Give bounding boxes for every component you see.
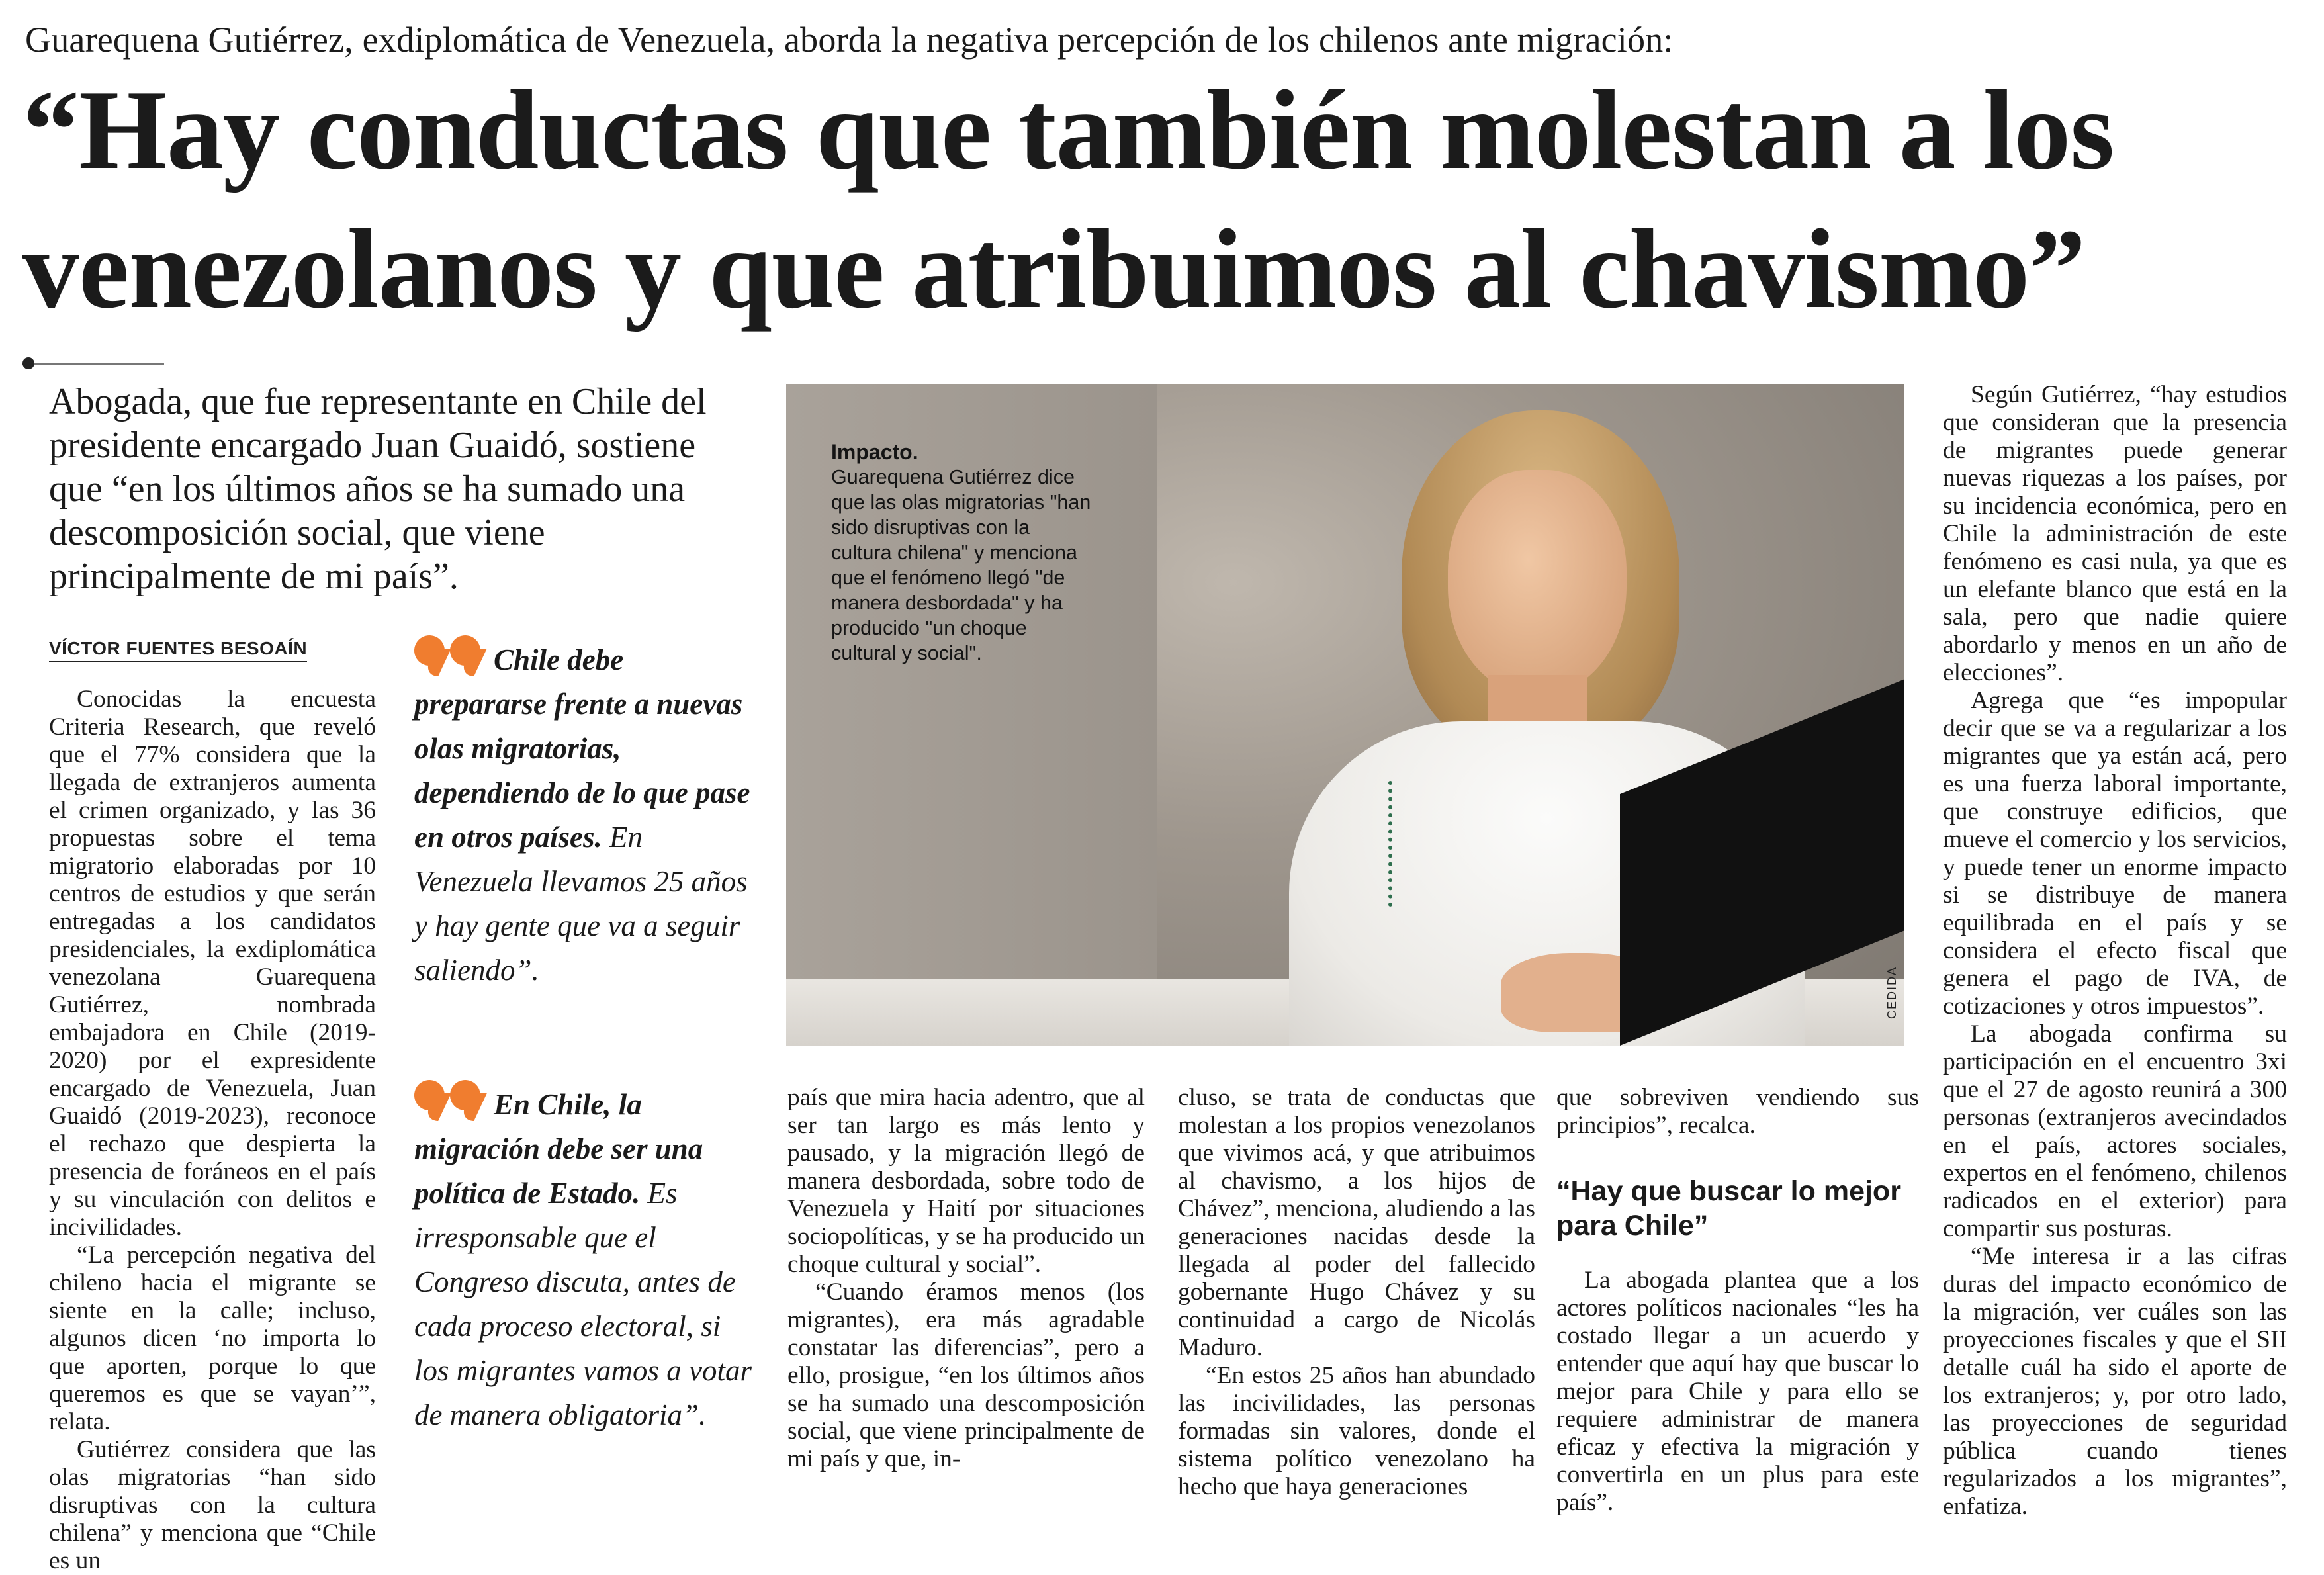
pull-quote-bold: En Chile, la migración debe ser una política de Estado. <box>414 1088 703 1210</box>
bullet-dot-icon <box>22 357 34 369</box>
quote-mark-icon <box>414 1080 487 1121</box>
body-paragraph: que sobreviven vendiendo sus principios”, recalca. <box>1556 1084 1919 1139</box>
subheading: “Hay que buscar lo mejor para Chile” <box>1556 1175 1901 1241</box>
pull-quote-text: Es irresponsable que el Congreso discuta, antes de cada proceso electoral, si los migrantes vamos a votar de manera obligatoria”. <box>414 1177 752 1431</box>
body-paragraph: cluso, se trata de conductas que molestan a los propios venezolanos que vivimos acá, y que atribuimos al chavismo, a los hijos de Chávez”, menciona, aludiendo a las generaciones nacidas desde la llegada al poder del fallecido gobernante Hugo Chávez y su continuidad a cargo de Nicolás Maduro. <box>1178 1084 1535 1361</box>
body-paragraph: La abogada plantea que a los actores políticos nacionales “les ha costado llegar a un acuerdo y entender que aquí hay que buscar lo mejor para Chile y para ello se requiere administrar de manera eficaz y efectiva la migración y convertirla en un plus para este país”. <box>1556 1267 1919 1516</box>
headline-line: “Hay conductas que también molestan a los <box>22 68 2114 193</box>
byline: VÍCTOR FUENTES BESOAÍN <box>49 638 307 662</box>
headline <box>22 61 2299 339</box>
pull-quote-1 <box>414 635 758 993</box>
kicker: Guarequena Gutiérrez, exdiplomática de Venezuela, aborda la negativa percepción de los chilenos ante migración: <box>25 20 1674 60</box>
body-paragraph: “Cuando éramos menos (los migrantes), era más agradable constatar las diferencias”, pero a ello, prosigue, “en los últimos años se ha sumado una descomposición social, que viene principalmente de mi país y que, in- <box>787 1279 1145 1472</box>
caption-title: Impacto. <box>831 440 918 464</box>
body-paragraph: país que mira hacia adentro, que al ser tan largo es más lento y pausado, y la migración llegó de manera desbordada, sobre todo de Venezuela y Haití por situaciones sociopolíticas, y se ha producido un choque cultural y social”. <box>787 1084 1145 1278</box>
body-paragraph: La abogada confirma su participación en el encuentro 3xi que el 27 de agosto reunirá a 300 personas (extranjeros avecindados en el país, actores sociales, expertos en el fenómeno, chilenos radicados en el exterior) para compartir sus posturas. <box>1943 1020 2287 1242</box>
photo-caption <box>831 439 1096 666</box>
pull-quote-text: En Venezuela llevamos 25 años y hay gente que va a seguir saliendo”. <box>414 821 748 987</box>
body-paragraph: Conocidas la encuesta Criteria Research, que reveló que el 77% considera que la llegada de extranjeros aumenta el crimen organizado, y las 36 propuestas sobre el tema migratorio elaboradas por 10 centros de estudios y que serán entregadas a los candidatos presidenciales, la exdiplomática venezolana Guarequena Gutiérrez, nombrada embajadora en Chile (2019-2020) por el expresidente encargado de Venezuela, Juan Guaidó (2019-2023), reconoce el rechazo que despierta la presencia de foráneos en el país y su vinculación con delitos e incivilidades. <box>49 686 376 1241</box>
body-paragraph: “Me interesa ir a las cifras duras del impacto económico de la migración, ver cuáles son las proyecciones fiscales y que el SII detalle cuál ha sido el aporte de los extranjeros; y, por otro lado, las proyecciones de seguridad pública cuando tienes regularizados a los migrantes”, enfatiza. <box>1943 1243 2287 1520</box>
headline-line: venezolanos y que atribuimos al chavismo” <box>22 206 2086 332</box>
body-column-2 <box>787 1084 1145 1473</box>
body-paragraph: Según Gutiérrez, “hay estudios que consideran que la presencia de migrantes puede generar nuevas riquezas a los países, por su incidencia económica, pero en Chile la administración de este fenómeno es casi nula, ya que es un elefante blanco que está en la sala, pero que nadie quiere abordarlo y menos en un año de elecciones”. <box>1943 381 2287 686</box>
pull-quote-bold: Chile debe prepararse frente a nuevas olas migratorias, dependiendo de lo que pase en otros países. <box>414 643 750 854</box>
deck: Abogada, que fue representante en Chile del presidente encargado Juan Guaidó, sostiene que “en los últimos años se ha sumado una descomposición social, que viene principalmente de mi país”. <box>49 381 707 597</box>
body-paragraph: Agrega que “es impopular decir que se va a regularizar a los migrantes que ya están acá, pero es una fuerza laboral importante, que construye edificios, que mueve el comercio y los servicios, y puede tener un enorme impacto si se distribuye de manera equilibrada en el país y se considera el efecto fiscal que genera el pago de IVA, de cotizaciones y otros impuestos”. <box>1943 687 2287 1020</box>
body-column-3 <box>1178 1084 1535 1501</box>
pull-quote-2 <box>414 1080 758 1437</box>
body-column-4 <box>1556 1084 1919 1517</box>
body-paragraph: “La percepción negativa del chileno hacia el migrante se siente en la calle; incluso, algunos dicen ‘no importa lo que aporten, porque lo que queremos es que se vayan’”, relata. <box>49 1241 376 1435</box>
body-column-5 <box>1943 381 2287 1521</box>
body-column-1 <box>49 686 376 1575</box>
section-rule <box>22 363 164 365</box>
caption-text: Guarequena Gutiérrez dice que las olas migratorias "han sido disruptivas con la cultura chilena" y menciona que el fenómeno llegó "de manera desbordada" y ha producido "un choque cultural y social". <box>831 466 1091 664</box>
body-paragraph: Gutiérrez considera que las olas migratorias “han sido disruptivas con la cultura chilena” y menciona que “Chile es un <box>49 1436 376 1574</box>
quote-mark-icon <box>414 635 487 676</box>
photo-credit: CEDIDA <box>1885 966 1899 1019</box>
body-paragraph: “En estos 25 años han abundado las incivilidades, las personas formadas sin valores, donde el sistema político venezolano ha hecho que haya generaciones <box>1178 1362 1535 1500</box>
